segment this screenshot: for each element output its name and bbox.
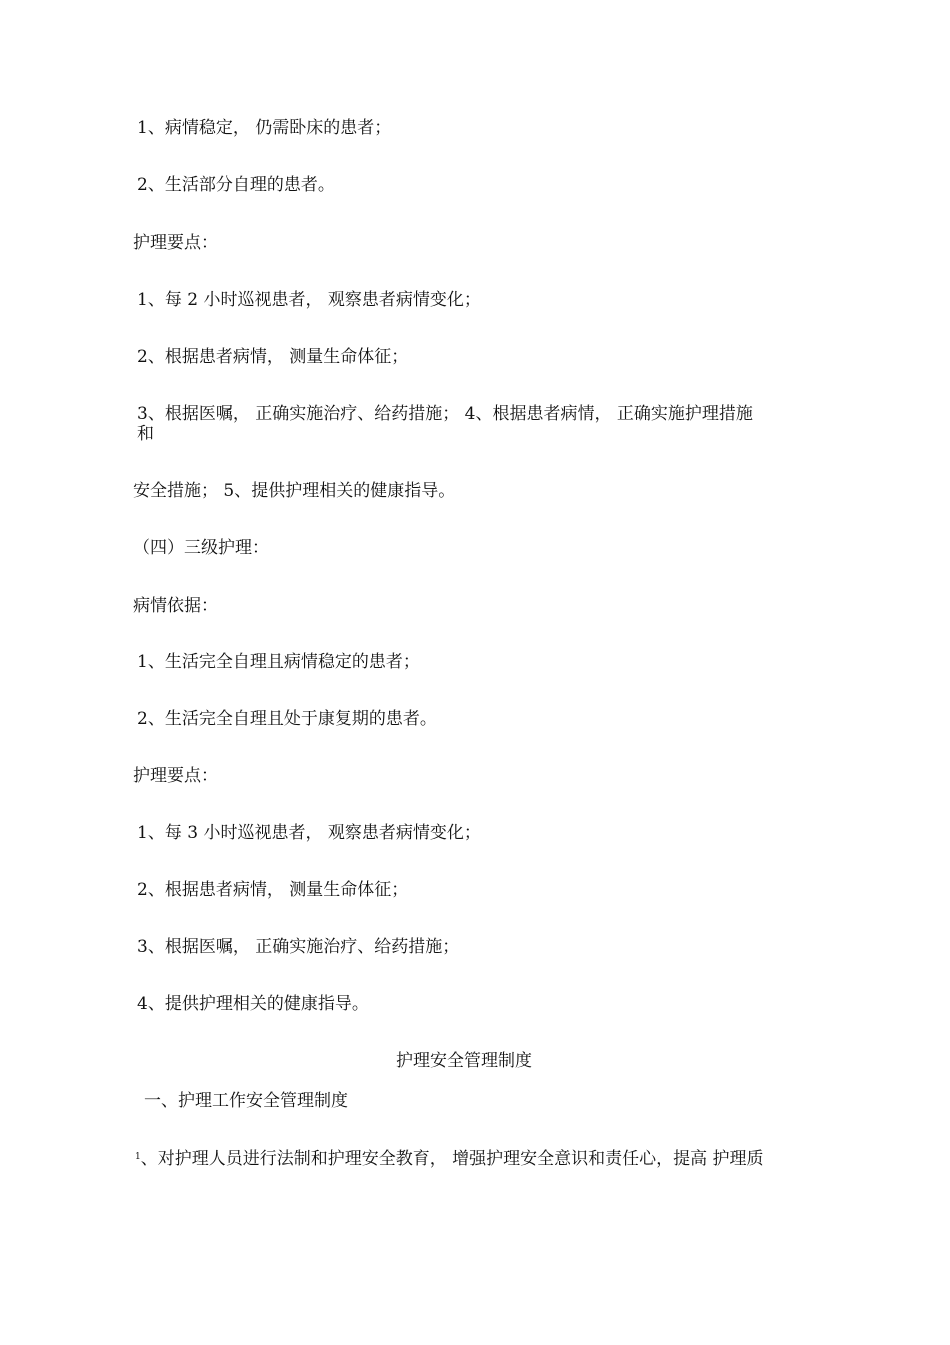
paragraph-line: 1、每 3 小时巡视患者， 观察患者病情变化； [137,823,481,843]
paragraph-line: 2、根据患者病情， 测量生命体征； [137,880,409,900]
paragraph-line: 2、生活完全自理且处于康复期的患者。 [137,709,437,729]
paragraph-line: 和 [137,424,154,444]
paragraph-line: 3、根据医嘱， 正确实施治疗、给药措施； 4、根据患者病情， 正确实施护理措施 [137,404,753,424]
paragraph-text: 、对护理人员进行法制和护理安全教育， 增强护理安全意识和责任心，提高 护理质 [140,1149,764,1169]
section-title: 护理安全管理制度 [396,1051,532,1071]
list-number: 1 [135,1152,141,1162]
paragraph-line [135,1147,764,1169]
paragraph-heading: 护理要点： [133,766,218,786]
paragraph-heading: 护理要点： [133,233,218,253]
paragraph-line: 3、根据医嘱， 正确实施治疗、给药措施； [137,937,460,957]
subsection-heading: 一、护理工作安全管理制度 [144,1091,348,1111]
paragraph-line: 2、生活部分自理的患者。 [137,175,335,195]
paragraph-line: 4、提供护理相关的健康指导。 [137,994,369,1014]
paragraph-line: 1、每 2 小时巡视患者， 观察患者病情变化； [137,290,481,310]
paragraph-line: 1、病情稳定， 仍需卧床的患者； [137,118,392,138]
paragraph-heading: 病情依据： [133,596,218,616]
paragraph-line: 1、生活完全自理且病情稳定的患者； [137,652,420,672]
paragraph-line: 2、根据患者病情， 测量生命体征； [137,347,409,367]
paragraph-line: 安全措施； 5、提供护理相关的健康指导。 [133,481,456,501]
paragraph-heading: （四）三级护理： [133,538,269,558]
